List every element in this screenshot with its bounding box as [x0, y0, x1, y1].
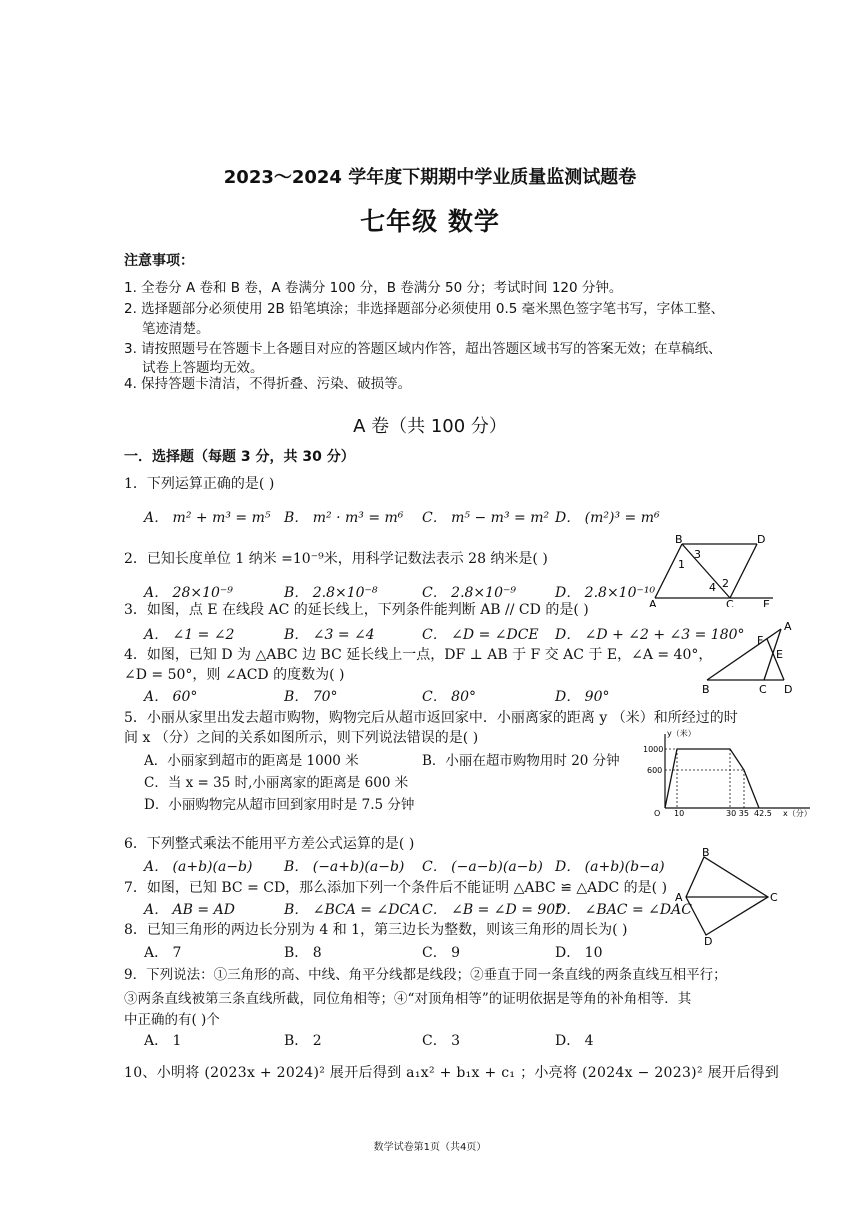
question-1-option-c: C． m⁵ − m³ = m²: [422, 510, 550, 526]
question-8-option-c: C． 9: [422, 945, 461, 961]
question-2-option-b: B． 2.8×10⁻⁸: [284, 585, 378, 601]
question-4-option-d: D． 90°: [555, 689, 610, 705]
question-2-option-a: A． 28×10⁻⁹: [144, 585, 233, 601]
question-9-option-d: D． 4: [555, 1033, 594, 1049]
question-3-option-a: A． ∠1 = ∠2: [144, 627, 235, 643]
question-3-option-b: B． ∠3 = ∠4: [284, 627, 375, 643]
question-2-option-d: D． 2.8×10⁻¹⁰: [555, 585, 656, 601]
y-axis-label: y（米）: [667, 729, 696, 738]
segment-dc: [730, 544, 757, 598]
label-d: D: [757, 533, 766, 546]
page-footer: 数学试卷第1页（共4页）: [373, 1142, 487, 1153]
question-2-option-c: C． 2.8×10⁻⁹: [422, 585, 516, 601]
question-9-line-2: ③两条直线被第三条直线所截，同位角相等；④“对顶角相等”的证明依据是等角的补角相等．其: [124, 991, 692, 1007]
quadrilateral-abcd: [686, 857, 768, 935]
label-a: A: [784, 620, 792, 633]
figure-q7: [672, 845, 787, 945]
notice-item-3: 3. 请按照题号在答题卡上各题目对应的答题区域内作答，超出答题区域书写的答案无效；在草稿纸、: [124, 341, 722, 357]
label-f: F: [757, 634, 764, 647]
notice-item-2-cont: 笔迹清楚。: [142, 321, 210, 337]
label-d: D: [784, 683, 793, 696]
label-2: 2: [722, 577, 729, 590]
label-c: C: [759, 683, 767, 696]
question-9-option-a: A． 1: [144, 1033, 182, 1049]
part-1-heading: 一．选择题（每题 3 分，共 30 分）: [124, 449, 355, 465]
label-e: E: [763, 598, 770, 607]
question-7-option-d: D． ∠BAC = ∠DAC: [555, 902, 692, 918]
label-c: C: [726, 598, 734, 607]
question-9-option-b: B． 2: [284, 1033, 322, 1049]
question-1-option-d: D． (m²)³ = m⁶: [555, 510, 660, 526]
question-3-option-c: C． ∠D = ∠DCE: [422, 627, 539, 643]
question-5-option-c: C．当 x = 35 时,小丽离家的距离是 600 米: [144, 775, 409, 791]
exam-title: 2023～2024 学年度下期期中学业质量监测试题卷: [223, 167, 637, 188]
label-4: 4: [709, 581, 716, 594]
segment-ab: [655, 544, 682, 598]
question-4-option-c: C． 80°: [422, 689, 476, 705]
label-d: D: [704, 935, 713, 945]
label-3: 3: [694, 548, 701, 561]
notice-item-2: 2. 选择题部分必须使用 2B 铅笔填涂；非选择题部分必须使用 0.5 毫米黑色签字笔书写，字体工整、: [124, 301, 725, 317]
x-tick-10: 10: [674, 809, 685, 818]
y-tick-600: 600: [647, 766, 663, 775]
x-tick-30-35: 30 35: [726, 809, 749, 818]
exam-subtitle: 七年级 数学: [360, 207, 500, 236]
question-7-option-a: A． AB = AD: [144, 902, 235, 918]
question-5-stem-cont: 间 x （分）之间的关系如图所示，则下列说法错误的是( ): [124, 730, 479, 746]
section-a-heading: A 卷（共 100 分）: [353, 416, 507, 437]
question-5-option-d: D．小丽购物完从超市回到家用时是 7.5 分钟: [144, 797, 415, 813]
figure-q3: [645, 532, 775, 607]
question-8-option-b: B． 8: [284, 945, 322, 961]
question-8-option-d: D． 10: [555, 945, 603, 961]
question-1-option-a: A． m² + m³ = m⁵: [144, 510, 271, 526]
notice-heading: 注意事项：: [124, 253, 194, 269]
question-5-option-b: B．小丽在超市购物用时 20 分钟: [422, 753, 620, 769]
question-3-option-d: D． ∠D + ∠2 + ∠3 = 180°: [555, 627, 745, 643]
question-9-line-1: 9．下列说法：①三角形的高、中线、角平分线都是线段；②垂直于同一条直线的两条直线互相平行；: [124, 967, 727, 983]
label-b: B: [702, 846, 710, 859]
question-7-stem: 7．如图，已知 BC = CD，那么添加下列一个条件后不能证明 △ABC ≌ △ADC 的是( ): [124, 880, 668, 896]
label-b: B: [675, 533, 683, 546]
question-7-option-c: C． ∠B = ∠D = 90°: [422, 902, 563, 918]
question-4-option-b: B． 70°: [284, 689, 338, 705]
question-9-line-3: 中正确的有( )个: [124, 1012, 220, 1028]
question-4-option-a: A． 60°: [144, 689, 198, 705]
figure-q5-graph: [640, 726, 820, 818]
question-9-option-c: C． 3: [422, 1033, 461, 1049]
question-6-option-d: D． (a+b)(b−a): [555, 859, 665, 875]
question-6-option-b: B． (−a+b)(a−b): [284, 859, 405, 875]
label-b: B: [702, 683, 710, 696]
label-a: A: [649, 598, 657, 607]
figure-q4: [698, 616, 803, 696]
x-axis-label: x（分）: [783, 809, 812, 818]
notice-item-4: 4. 保持答题卡清洁，不得折叠、污染、破损等。: [124, 376, 412, 392]
label-c: C: [770, 891, 778, 904]
question-1-option-b: B． m² · m³ = m⁶: [284, 510, 404, 526]
question-8-option-a: A． 7: [144, 945, 182, 961]
segment-ba: [707, 629, 781, 680]
question-2-stem: 2．已知长度单位 1 纳米 =10⁻⁹米，用科学记数法表示 28 纳米是( ): [124, 551, 548, 567]
y-tick-1000: 1000: [643, 745, 664, 754]
question-6-option-a: A． (a+b)(a−b): [144, 859, 253, 875]
question-1-stem: 1．下列运算正确的是( ): [124, 476, 275, 492]
question-8-stem: 8．已知三角形的两边长分别为 4 和 1，第三边长为整数，则该三角形的周长为( ): [124, 922, 628, 938]
question-4-stem-cont: ∠D = 50°，则 ∠ACD 的度数为( ): [124, 667, 345, 683]
notice-item-1: 1. 全卷分 A 卷和 B 卷，A 卷满分 100 分，B 卷满分 50 分；考试时间 120 分钟。: [124, 280, 623, 296]
question-10-stem: 10、小明将 (2023x + 2024)² 展开后得到 a₁x² + b₁x + c₁ ；小亮将 (2024x − 2023)² 展开后得到: [124, 1065, 780, 1081]
label-a: A: [675, 891, 683, 904]
question-6-option-c: C． (−a−b)(a−b): [422, 859, 543, 875]
x-tick-42-5: 42.5: [754, 809, 772, 818]
label-e: E: [776, 648, 783, 661]
question-3-stem: 3．如图，点 E 在线段 AC 的延长线上，下列条件能判断 AB // CD 的是( ): [124, 602, 589, 618]
question-6-stem: 6．下列整式乘法不能用平方差公式运算的是( ): [124, 836, 415, 852]
question-7-option-b: B． ∠BCA = ∠DCA: [284, 902, 421, 918]
label-1: 1: [678, 558, 685, 571]
question-5-option-a: A．小丽家到超市的距离是 1000 米: [144, 753, 359, 769]
question-5-stem: 5．小丽从家里出发去超市购物，购物完后从超市返回家中．小丽离家的距离 y （米）和所经过的时: [124, 710, 738, 726]
distance-line: [665, 749, 759, 808]
notice-item-3-cont: 试卷上答题均无效。: [142, 360, 264, 376]
question-4-stem: 4．如图，已知 D 为 △ABC 边 BC 延长线上一点，DF ⊥ AB 于 F 交 AC 于 E，∠A = 40°，: [124, 647, 713, 663]
origin-label: O: [654, 809, 661, 818]
